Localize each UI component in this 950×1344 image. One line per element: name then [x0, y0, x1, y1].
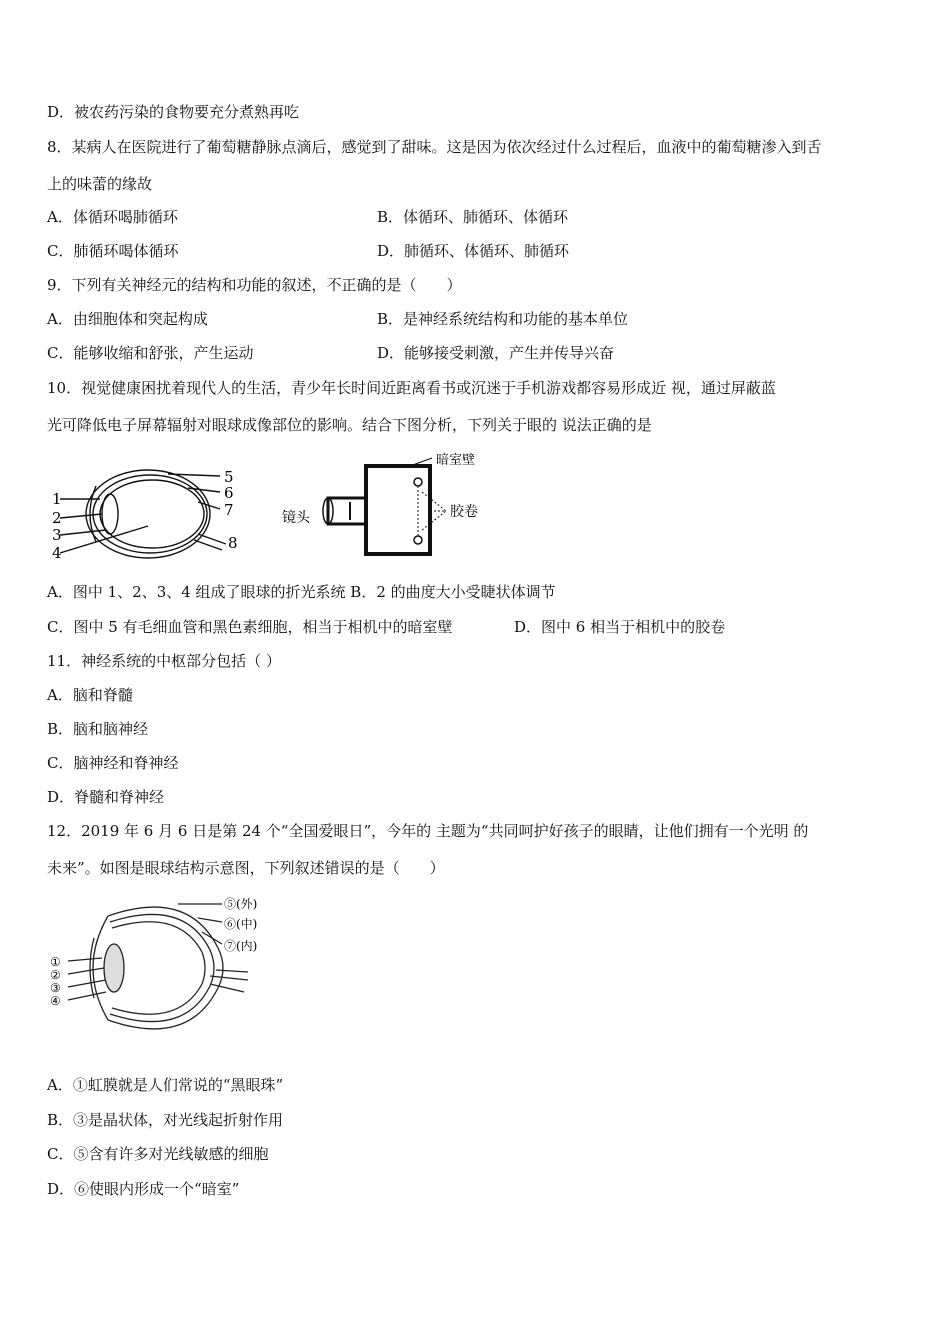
q11-option-d: D．脊髓和脊神经: [47, 788, 165, 806]
q10-option-ab: A．图中 1、2、3、4 组成了眼球的折光系统 B．2 的曲度大小受睫状体调节: [47, 583, 556, 601]
q7-option-d: D．被农药污染的食物要充分煮熟再吃: [47, 103, 300, 121]
q10-option-c: C．图中 5 有毛细血管和黑色素细胞，相当于相机中的暗室壁: [47, 618, 453, 636]
eye-label-7: 7: [224, 501, 234, 519]
q12-option-b: B．③是晶状体，对光线起折射作用: [47, 1111, 284, 1129]
q11-option-b: B．脑和脑神经: [47, 720, 149, 738]
eye-label-6: 6: [224, 484, 234, 502]
q12-option-d: D．⑥使眼内形成一个“暗室”: [47, 1180, 240, 1198]
q9-option-d: D．能够接受刺激，产生并传导兴奋: [377, 344, 615, 362]
eye-label-1: 1: [52, 490, 62, 508]
eye-label-4: 4: [52, 544, 62, 562]
camera-label-wall: 暗室壁: [436, 453, 476, 468]
eye-label-3: 3: [52, 526, 62, 544]
q10-stem-line1: 10．视觉健康困扰着现代人的生活，青少年长时间近距离看书或沉迷于手机游戏都容易形成近 视，通过屏蔽蓝: [47, 379, 776, 397]
camera-label-lens: 镜头: [282, 510, 310, 526]
q12-eyeball-diagram: [48, 888, 278, 1048]
q8-stem-line2: 上的味蕾的缘故: [47, 175, 153, 193]
q12-label-4: ④: [50, 994, 61, 1008]
q12-label-5: ⑤(外): [224, 897, 258, 911]
q12-stem-line1: 12．2019 年 6 月 6 日是第 24 个“全国爱眼日”，今年的 主题为“共同呵护好孩子的眼睛，让他们拥有一个光明 的: [47, 822, 809, 840]
q8-stem-line1: 8．某病人在医院进行了葡萄糖静脉点滴后，感觉到了甜味。这是因为依次经过什么过程后，血液中的葡萄糖渗入到舌: [47, 138, 822, 156]
q8-option-c: C．肺循环喝体循环: [47, 242, 179, 260]
q10-option-d: D．图中 6 相当于相机中的胶卷: [514, 618, 726, 636]
eye-label-2: 2: [52, 509, 62, 527]
q9-option-c: C．能够收缩和舒张，产生运动: [47, 344, 254, 362]
q12-label-2: ②: [50, 968, 61, 982]
q12-option-a: A．①虹膜就是人们常说的“黑眼珠”: [47, 1076, 284, 1094]
eye-label-8: 8: [228, 534, 238, 552]
q12-option-c: C．⑤含有许多对光线敏感的细胞: [47, 1145, 269, 1163]
camera-label-film: 胶卷: [450, 504, 478, 520]
q9-option-b: B．是神经系统结构和功能的基本单位: [377, 310, 629, 328]
q10-camera-diagram: [280, 452, 495, 560]
q11-option-c: C．脑神经和脊神经: [47, 754, 179, 772]
q10-stem-line2: 光可降低电子屏幕辐射对眼球成像部位的影响。结合下图分析，下列关于眼的 说法正确的是: [47, 416, 652, 434]
q8-option-a: A．体循环喝肺循环: [47, 208, 178, 226]
q12-label-6: ⑥(中): [224, 917, 258, 931]
q12-label-3: ③: [50, 981, 61, 995]
eye-label-5: 5: [224, 468, 234, 486]
q10-eye-diagram: [48, 464, 248, 566]
q12-label-1: ①: [50, 955, 61, 969]
q9-option-a: A．由细胞体和突起构成: [47, 310, 208, 328]
q9-stem: 9．下列有关神经元的结构和功能的叙述，不正确的是（ ）: [47, 276, 462, 294]
q12-stem-line2: 未来”。如图是眼球结构示意图，下列叙述错误的是（ ）: [47, 859, 445, 877]
q8-option-b: B．体循环、肺循环、体循环: [377, 208, 569, 226]
q8-option-d: D．肺循环、体循环、肺循环: [377, 242, 570, 260]
q11-option-a: A．脑和脊髓: [47, 686, 133, 704]
q11-stem: 11．神经系统的中枢部分包括（ ）: [47, 652, 281, 670]
q12-label-7: ⑦(内): [224, 939, 258, 953]
